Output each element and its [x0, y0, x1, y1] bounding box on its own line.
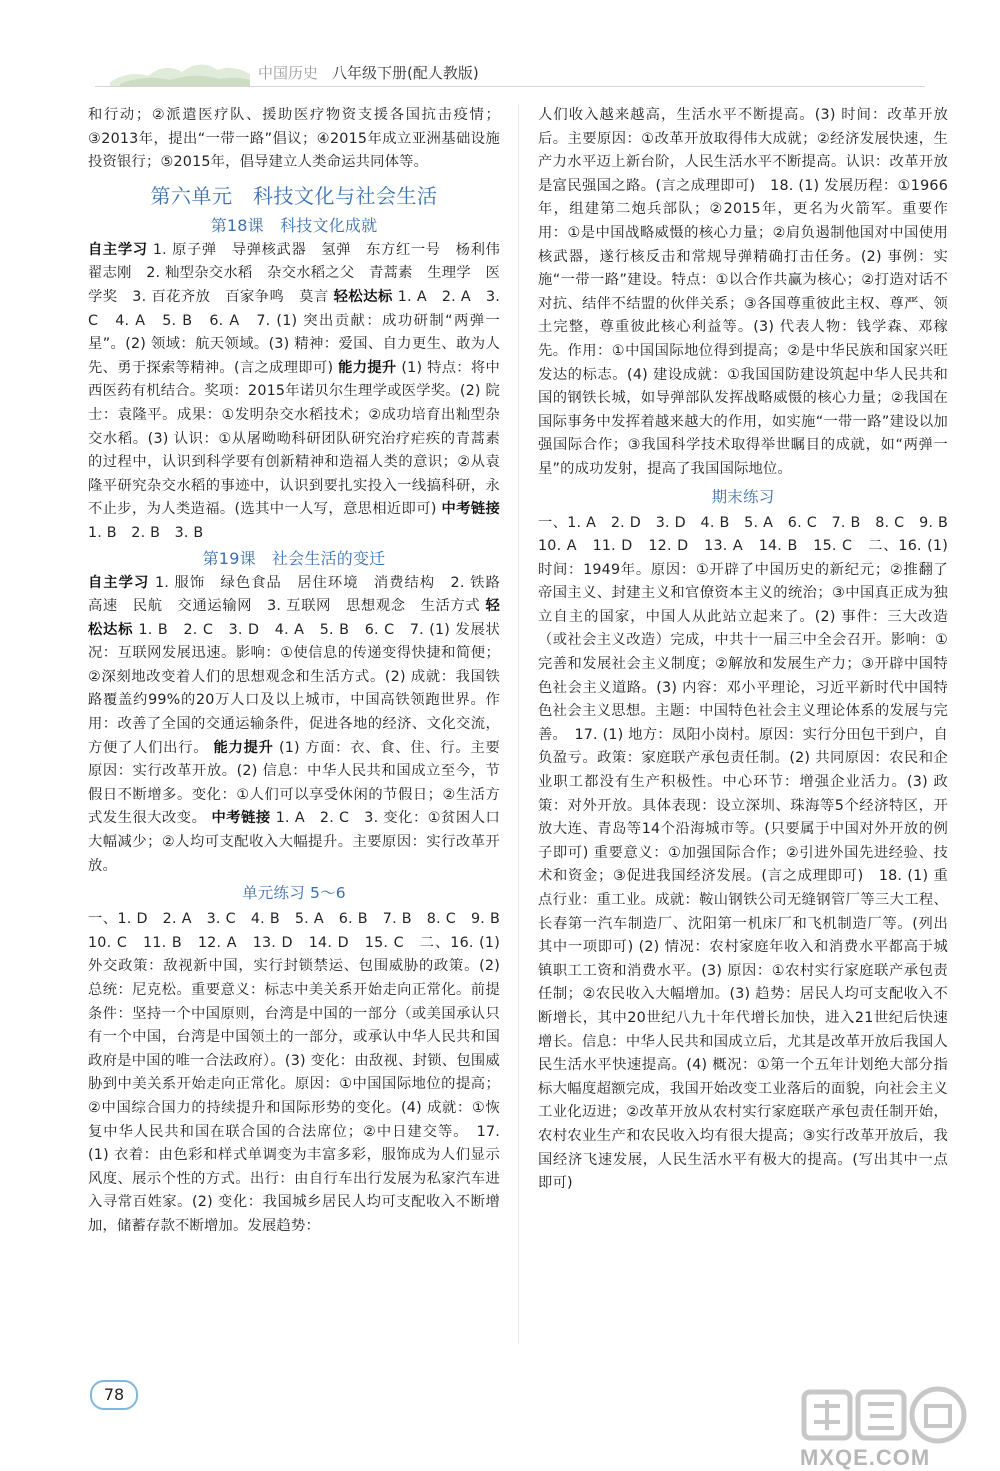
unit-6-heading: 第六单元 科技文化与社会生活 — [150, 183, 438, 208]
right-continued-paragraph: 人们收入越来越高，生活水平不断提高。(3) 时间：改革开放后。主要原因：①改革开放取得伟大成就；②经济发展快速，生产力水平迈上新台阶，人民生活水平不断提高。认识：改革开放是富民强国之路。(言之成理即可) 18. (1) 发展历程：①1966年，组建第二炮兵部队；②2015年，更名为火箭军。重要作用：①是中国战略威慑的核心力量；②肩负遏制他国对中国使用核武器，遂行核反击和常规导弹精确打击任务。(2) 事例：实施“一带一路”建设。特点：①以合作共赢为核心；②打造对话不对抗、结伴不结盟的伙伴关系；③各国尊重彼此主权、尊严、领土完整，尊重彼此核心利益等。(3) 代表人物：钱学森、邓稼先。作用：①中国国际地位得到提高；②是中华民族和国家兴旺发达的标志。(4) 建设成就：①我国国防建设筑起中华人民共和国的钢铁长城，如导弹部队发挥战略威慑的核心力量；②我国在国际事务中发挥着越来越大的作用，如实施“一带一路”建设以加强国际合作；③我国科学技术取得举世瞩目的成就，如“两弹一星”的成功发射，提高了我国国际地位。 — [538, 107, 948, 477]
final-exercise-heading: 期末练习 — [711, 487, 775, 506]
column-divider — [518, 104, 519, 1344]
answer-text: 1. A 2. A 3. C 4. A 5. B 6. A 7. (1) 突出贡献：成功研制“两弹一星”。(2) 领域：航天领域。(3) 精神：爱国、自力更生、敢为人先、勇于探索等精神。(言之成理即可) — [88, 288, 500, 376]
right-column — [538, 104, 963, 1234]
section-label-self-study: 自主学习 — [88, 241, 148, 258]
section-label-exam-link: 中考链接 — [441, 501, 500, 518]
lesson-19-answers — [88, 572, 515, 879]
watermark-url: MXQE.COM — [800, 1445, 931, 1470]
answer-text: 1. A 2. C 3. 变化：①贫困人口大幅减少；②人均可支配收入大幅提升。主要原因：实行改革开放。 — [88, 810, 500, 874]
page-number: 78 — [90, 1380, 138, 1410]
header-grade: 八年级下册(配人教版) — [332, 64, 479, 82]
final-exercise-answers: 一、1. A 2. D 3. D 4. B 5. A 6. C 7. B 8. C 9. B 10. A 11. D 12. D 13. A 14. B 15. C 二、16. (1) 时间：1949年。原因：①开辟了中国历史的新纪元；②推翻了帝国主义、封建主义和官僚资本主义的统治；③中国真正成为独立自主的国家，中国人从此站立起来了。(2) 事件：三大改造（或社会主义改造）完成，中共十一届三中全会召开。影响：①完善和发展社会主义制度；②解放和发展生产力；③开辟中国特色社会主义道路。(3) 内容：邓小平理论，习近平新时代中国特色社会主义思想。主题：中国特色社会主义理论体系的发展与完善。 17. (1) 地方：凤阳小岗村。原因：实行分田包干到户，自负盈亏。政策：家庭联产承包责任制。(2) 共同原因：农民和企业职工都没有生产积极性。中心环节：增强企业活力。(3) 政策：对外开放。具体表现：设立深圳、珠海等5个经济特区，开放大连、青岛等14个沿海城市等。(只要属于中国对外开放的例子即可) 重要意义：①加强国际合作；②引进外国先进经验、技术和资金；③促进我国经济发展。(言之成理即可) 18. (1) 重点行业：重工业。成就：鞍山钢铁公司无缝钢管厂等三大工程、长春第一汽车制造厂、沈阳第一机床厂和飞机制造厂等。(列出其中一项即可) (2) 情况：农村家庭年收入和消费水平都高于城镇职工工资和消费水平。(3) 原因：①农村实行家庭联产承包责任制；②农民收入大幅增加。(3) 趋势：居民人均可支配收入不断增长，其中20世纪八九十年代增长加快，进入21世纪后快速增长。信息：中华人民共和国成立后，尤其是改革开放后我国人民生活水平快速提高。(4) 概况：①第一个五年计划绝大部分指标大幅度超额完成，我国开始改变工业落后的面貌，向社会主义工业化迈进；②改革开放从农村实行家庭联产承包责任制开始，农村农业生产和农民收入均有很大提高；③实行改革开放后，我国经济飞速发展，人民生活水平有极大的提高。(写出其中一点即可) — [538, 514, 963, 1192]
section-label-easy: 轻松达标 — [88, 598, 500, 638]
section-label-ability: 能力提升 — [338, 359, 397, 376]
answer-text: 1. 原子弹 导弹核武器 氢弹 东方红一号 杨利伟 翟志刚 2. 籼型杂交水稻 杂交水稻之父 青蒿素 生理学 医学奖 3. 百花齐放 百家争鸣 莫言 — [88, 241, 515, 305]
running-header — [258, 62, 479, 83]
answer-text: 1. B 2. C 3. D 4. A 5. B 6. C 7. (1) 发展状况：互联网发展迅速。影响：①使信息的传递变得快捷和简便；②深刻地改变着人们的思想观念和生活方式。(2) 成就：我国铁路覆盖约99%的20万人口及以上城市，中国高铁领跑世界。作用：改善了全国的交通运输条件，促进各地的经济、文化交流，方便了人们出行。 — [88, 621, 500, 756]
header-rule — [95, 86, 925, 87]
section-label-ability: 能力提升 — [213, 739, 274, 756]
unit-review-heading: 单元练习 5～6 — [242, 884, 346, 903]
lesson-18-heading: 第18课 科技文化成就 — [210, 215, 378, 235]
section-label-self-study: 自主学习 — [88, 574, 150, 591]
answer-text: (1) 特点：将中西医药有机结合。奖项：2015年诺贝尔生理学或医学奖。(2) 院士：袁隆平。成果：①发明杂交水稻技术；②成功培育出籼型杂交水稻。(3) 认识：①从屠呦呦科研团队研究治疗疟疾的青蒿素的过程中，认识到科学要有创新精神和造福人类的意识；②从袁隆平研究杂交水稻的事迹中，认识到要扎实投入一线搞科研，永不止步，为人类造福。(选其中一人写，意思相近即可) — [88, 359, 500, 518]
unit-review-answers: 一、1. D 2. A 3. C 4. B 5. A 6. B 7. B 8. C 9. B 10. C 11. B 12. A 13. D 14. D 15. C 二、16. (1) 外交政策：敌视新中国，实行封锁禁运、包围威胁的政策。(2) 总统：尼克松。重要意义：标志中美关系开始走向正常化。前提条件：坚持一个中国原则，台湾是中国的一部分（或美国承认只有一个中国，台湾是中国领土的一部分，或承认中华人民共和国政府是中国的唯一合法政府）。(3) 变化：由敌视、封锁、包围威胁到中美关系开始走向正常化。原因：①中国国际地位的提高；②中国综合国力的持续提升和国际形势的变化。(4) 成就：①恢复中华人民共和国在联合国的合法席位；②中日建交等。 17. (1) 衣着：由色彩和样式单调变为丰富多彩，服饰成为人们显示风度、展示个性的方式。出行：由自行车出行发展为私家汽车进入寻常百姓家。(2) 变化：我国城乡居民人均可支配收入不断增加，储蓄存款不断增加。发展趋势： — [88, 911, 515, 1234]
answer-text: (1) 方面：衣、食、住、行。主要原因：实行改革开放。(2) 信息：中华人民共和国成立至今，节假日不断增多。变化：①人们可以享受休闲的节假日；②生活方式发生很大改变。 — [88, 739, 500, 827]
section-label-exam-link: 中考链接 — [211, 810, 271, 827]
mountain-decoration-icon — [110, 52, 250, 86]
header-subject: 中国历史 — [258, 64, 319, 82]
answer-text: 1. 服饰 绿色食品 居住环境 消费结构 2. 铁路 高速 民航 交通运输网 3. 互联网 思想观念 生活方式 — [88, 574, 515, 615]
left-column — [88, 104, 515, 1344]
answer-text: 1. B 2. B 3. B — [88, 524, 204, 541]
lesson-19-heading: 第19课 社会生活的变迁 — [202, 548, 386, 568]
left-intro-paragraph: 和行动；②派遣医疗队、援助医疗物资支援各国抗击疫情；③2013年，提出“一带一路”倡议；④2015年成立亚洲基础设施投资银行；⑤2015年，倡导建立人类命运共同体等。 — [88, 107, 500, 171]
lesson-18-answers — [88, 239, 515, 546]
section-label-easy: 轻松达标 — [333, 288, 393, 305]
